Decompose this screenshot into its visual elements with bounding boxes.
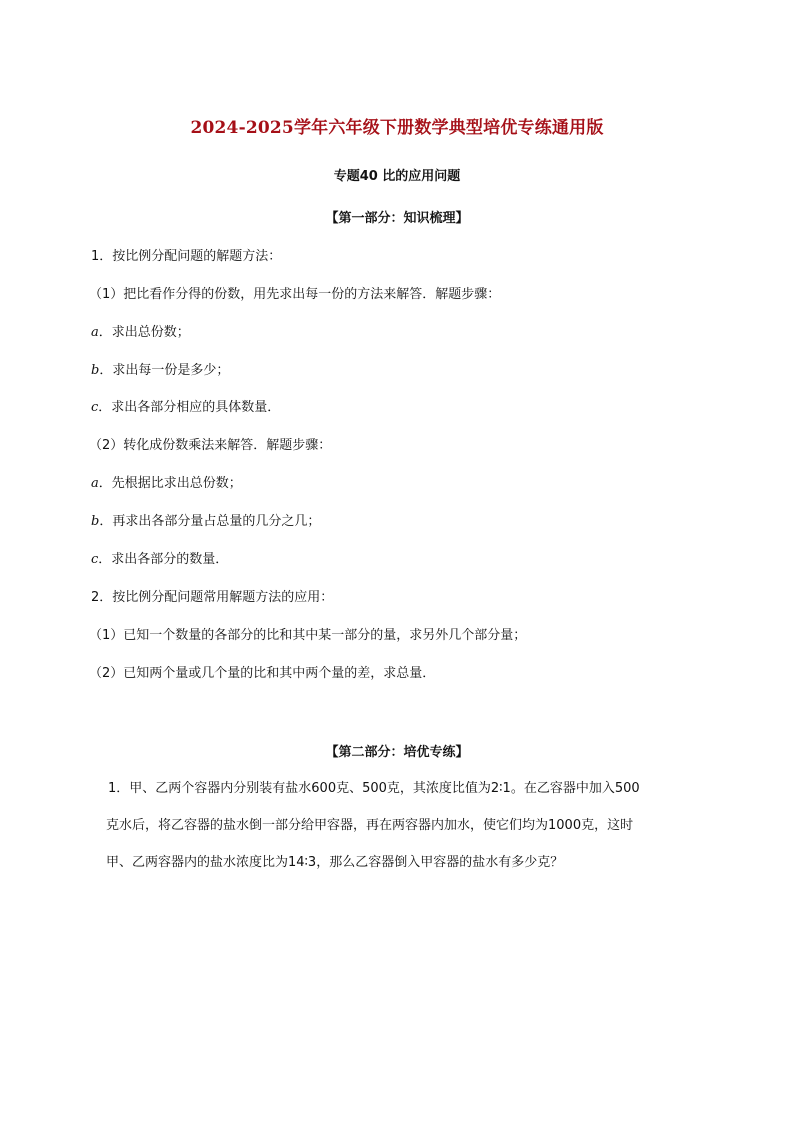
- knowledge-line: （2）转化成份数乘法来解答．解题步骤：: [89, 438, 332, 453]
- knowledge-line: a．先根据比求出总份数；: [91, 476, 242, 491]
- knowledge-line: b．再求出各部分量占总量的几分之几；: [91, 514, 321, 529]
- knowledge-line: b．求出每一份是多少；: [91, 363, 230, 378]
- knowledge-line: （1）把比看作分得的份数，用先求出每一份的方法来解答．解题步骤：: [89, 287, 501, 302]
- knowledge-line: c．求出各部分相应的具体数量．: [91, 400, 281, 415]
- part2-heading: 【第二部分：培优专练】: [325, 745, 469, 760]
- knowledge-line: a．求出总份数；: [91, 325, 190, 340]
- question-line: 1．甲、乙两个容器内分别装有盐水600克、500克，其浓度比值为2∶1。在乙容器中加入500: [108, 781, 640, 796]
- knowledge-line: 1．按比例分配问题的解题方法：: [91, 249, 282, 264]
- question-line: 甲、乙两容器内的盐水浓度比为14∶3，那么乙容器倒入甲容器的盐水有多少克？: [106, 855, 564, 870]
- document-title: 2024-2025学年六年级下册数学典型培优专练通用版: [190, 118, 604, 138]
- topic-subtitle: 专题40 比的应用问题: [333, 169, 461, 184]
- knowledge-line: （2）已知两个量或几个量的比和其中两个量的差，求总量．: [89, 666, 436, 681]
- knowledge-line: c．求出各部分的数量．: [91, 552, 229, 567]
- knowledge-line: 2．按比例分配问题常用解题方法的应用：: [91, 590, 334, 605]
- question-line: 克水后，将乙容器的盐水倒一部分给甲容器，再在两容器内加水，使它们均为1000克，这时: [106, 818, 634, 833]
- knowledge-line: （1）已知一个数量的各部分的比和其中某一部分的量，求另外几个部分量；: [89, 628, 527, 643]
- question-1: [108, 770, 708, 881]
- part1-heading: 【第一部分：知识梳理】: [325, 211, 469, 226]
